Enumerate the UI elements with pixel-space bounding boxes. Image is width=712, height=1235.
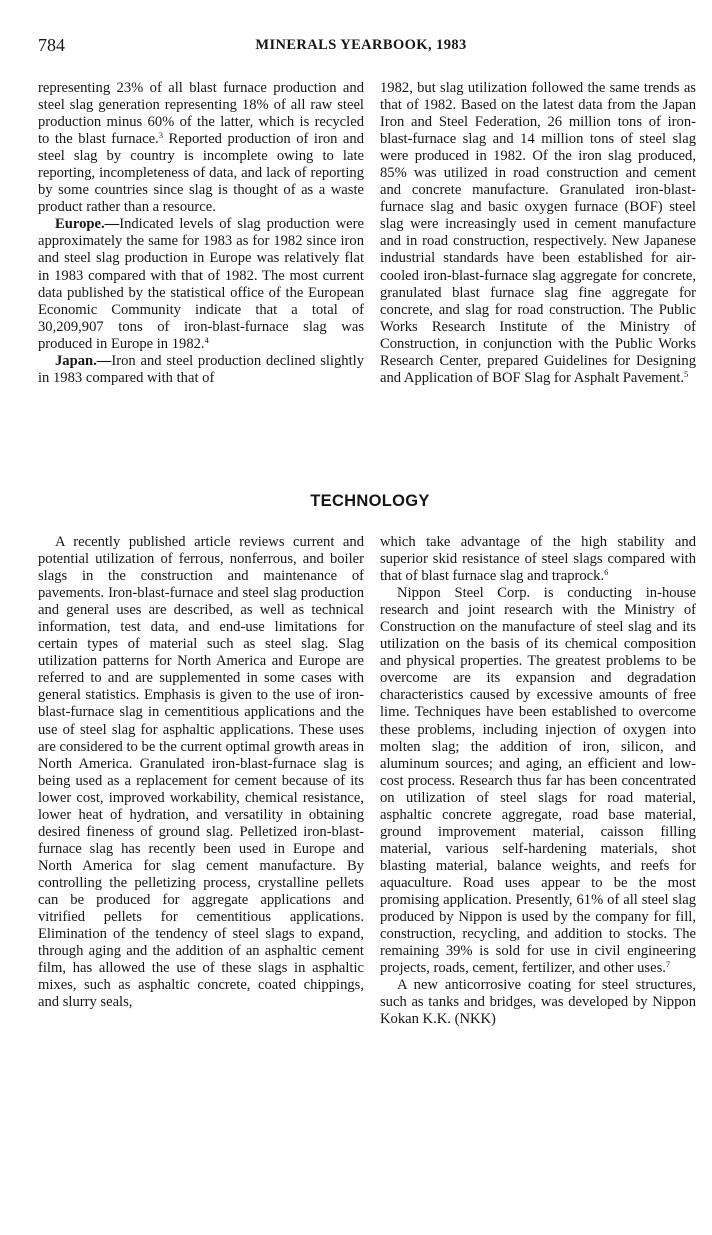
top-left-column xyxy=(38,80,364,387)
paragraph-japan xyxy=(38,353,364,387)
footnote-ref-6: 6 xyxy=(604,567,609,578)
paragraph-text: 1982, but slag utilization followed the same trends as that of 1982. Based on the latest data from the Japan Iron and Steel Federation, 26 million tons of iron-blast-furnace slag and 14 million tons of steel slag were produced in 1982. Of the iron slag produced, 85% was utilized in road construction and cement and concrete manufacture. Granulated iron-blast-furnace slag and basic oxygen furnace (BOF) steel slag were increasingly used in cement manufacture and in road construction, respectively. New Japanese industrial standards have been established for air-cooled iron-blast-furnace slag aggregate for concrete, granulated blast furnace slag fine aggregate for concrete, and slag for road construction. The Public Works Research Institute of the Ministry of Construction, in conjunction with the Public Works Research Center, prepared Guidelines for Designing and Application of BOF Slag for Asphalt Pavement. xyxy=(380,80,696,386)
top-right-column xyxy=(380,80,696,387)
paragraph-article-review-cont xyxy=(380,534,696,585)
bottom-right-column xyxy=(380,534,696,1028)
paragraph-text: which take advantage of the high stability and superior skid resistance of steel slags compared with that of blast furnace slag and traprock. xyxy=(380,534,696,585)
paragraph-nippon-steel xyxy=(380,585,696,977)
paragraph-text: Iron and steel production declined slightly in 1983 compared with that of xyxy=(38,352,364,386)
footnote-ref-4: 4 xyxy=(204,334,209,345)
paragraph-text: A new anticorrosive coating for steel structures, such as tanks and bridges, was developed by Nippon Kokan K.K. (NKK) xyxy=(380,977,696,1028)
runin-heading-japan: Japan.— xyxy=(55,352,112,369)
footnote-ref-3: 3 xyxy=(158,130,163,141)
paragraph-article-review xyxy=(38,534,364,1011)
section-heading-technology: TECHNOLOGY xyxy=(310,492,430,510)
paragraph-text-cont: Reported production of iron and steel slag by country is incomplete owing to late reporting, incompleteness of data, and lack of reporting by some countries since slag is thought of as a waste product rather than a resource. xyxy=(38,131,364,216)
paragraph-text: Nippon Steel Corp. is conducting in-house research and joint research with the Ministry of Construction on the manufacture of steel slag and its utilization on the basis of its chemical composition and physical properties. The greatest problems to be overcome are its expansion and degradation characteristics caused by excessive amounts of free lime. Techniques have been established to overcome these problems, including injection of oxygen into molten slag; the addition of iron, silicon, and aluminum sources; and aging, an efficient and low-cost process. Research thus far has been concentrated on utilization of steel slags for road material, asphaltic concrete aggregate, road base material, ground improvement material, caisson filling material, various self-hardening materials, shot blasting material, balance weights, and reefs for aquaculture. Road uses appear to be the most promising application. Presently, 61% of all steel slag produced by Nippon is used by the company for fill, construction, recycling, and addition to stocks. The remaining 39% is sold for use in civil engineering projects, roads, cement, fertilizer, and other uses. xyxy=(380,585,696,977)
paragraph-slag-share xyxy=(38,80,364,216)
paragraph-text: representing 23% of all blast furnace production and steel slag generation representing 18% of all raw steel production minus 60% of the latter, which is recycled to the blast furnace. xyxy=(38,80,364,148)
footnote-ref-7: 7 xyxy=(665,959,671,970)
footnote-ref-5: 5 xyxy=(684,368,689,379)
runin-heading-europe: Europe.— xyxy=(55,216,120,233)
page-number: 784 xyxy=(38,35,65,55)
bottom-left-column xyxy=(38,534,364,1011)
paragraph-nkk-coating xyxy=(380,977,696,1028)
paragraph-japan-cont xyxy=(380,80,696,387)
page-header xyxy=(38,35,684,59)
paragraph-europe xyxy=(38,216,364,352)
paragraph-text: Indicated levels of slag production were approximately the same for 1983 as for 1982 since iron and steel slag production in Europe was relatively flat in 1983 compared with that of 1982. The most current data published by the statistical office of the European Economic Community indicate that a total of 30,209,907 tons of iron-blast-furnace slag was produced in Europe in 1982. xyxy=(38,216,364,352)
paragraph-text: A recently published article reviews current and potential utilization of ferrous, nonferrous, and boiler slags in the construction and maintenance of pavements. Iron-blast-furnace and steel slag production and general uses are described, as well as technical information, test data, and end-use limitations for certain types of material such as steel slag. Slag utilization patterns for North America and Europe are referred to and are supplemented in some cases with general statistics. Emphasis is given to the use of iron-blast-furnace slag in cementitious applications and the use of steel slag for asphaltic applications. These uses are considered to be the current optimal growth areas in North America. Granulated iron-blast-furnace slag is being used as a replacement for cement because of its lower cost, improved workability, chemical resistance, lower heat of hydration, and versatility in obtaining desired fineness of ground slag. Pelletized iron-blast-furnace slag has recently been used in Europe and North America for slag cement manufacture. By controlling the pelletizing process, crystalline pellets can be produced for aggregate applications and vitrified pellets for cementitious applications. Elimination of the tendency of steel slags to expand, through aging and the addition of an asphaltic cement film, has allowed the use of these slags in asphaltic mixes, such as asphaltic concrete, coated chippings, and slurry seals, xyxy=(38,534,364,1011)
running-title: MINERALS YEARBOOK, 1983 xyxy=(255,37,467,53)
